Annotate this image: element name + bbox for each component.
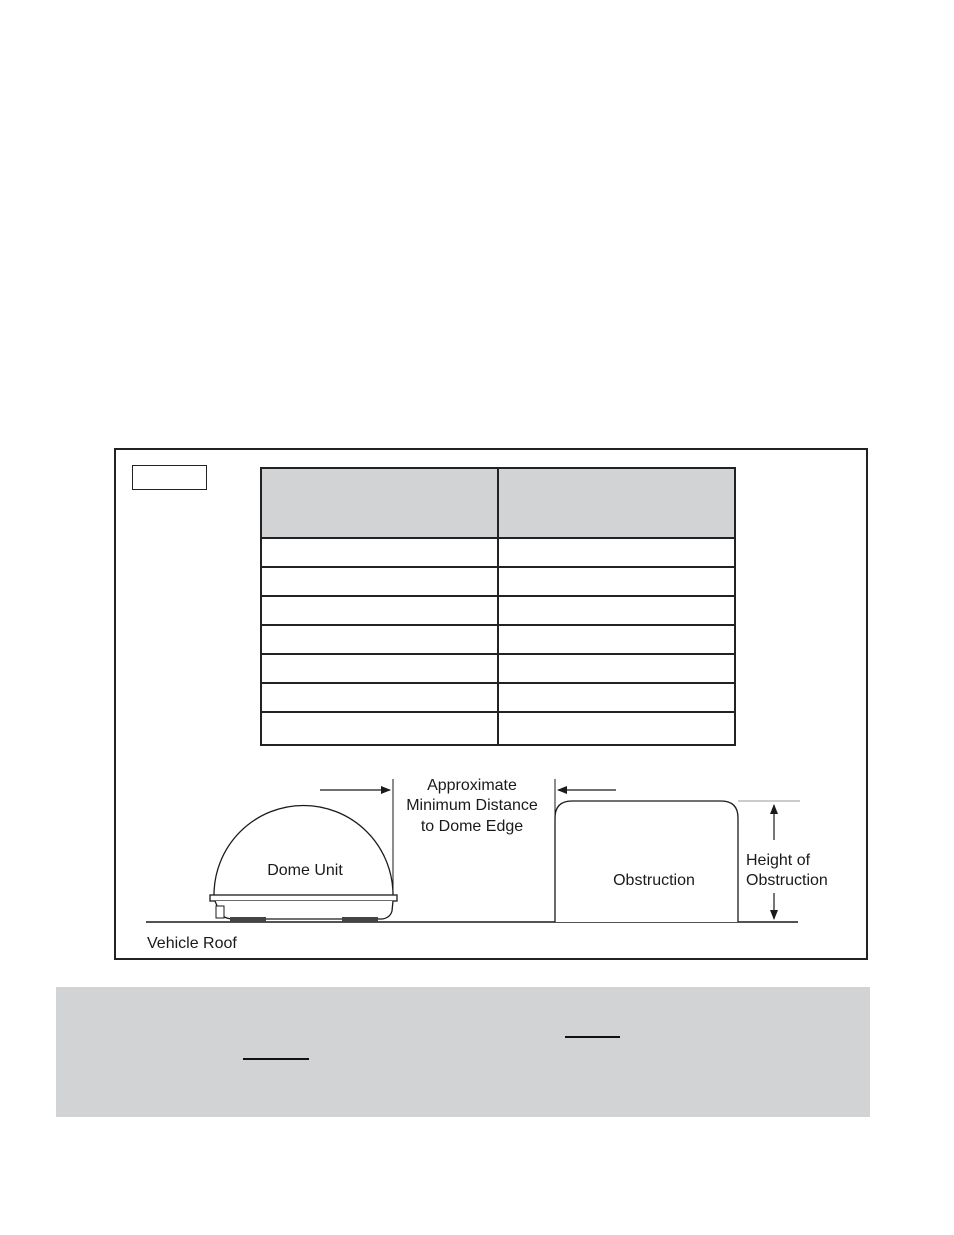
- note-box: [56, 987, 870, 1117]
- note-underline: [565, 1036, 620, 1038]
- dome-rim: [210, 895, 397, 901]
- dome-shell: [214, 806, 393, 896]
- obstruction-graphic: [555, 801, 738, 922]
- dome-bracket: [216, 906, 224, 918]
- dome-base: [215, 901, 393, 919]
- distance-label-line: Minimum Distance: [406, 797, 538, 814]
- distance-label-line: to Dome Edge: [420, 818, 524, 835]
- obstruction-label: Obstruction: [613, 872, 695, 889]
- height-label-line: Obstruction: [746, 872, 828, 889]
- vehicle-roof-label: Vehicle Roof: [147, 935, 237, 952]
- dome-foot: [230, 917, 266, 922]
- note-underline: [243, 1058, 309, 1060]
- dome-unit-label: Dome Unit: [267, 862, 343, 879]
- distance-label-line: Approximate: [427, 777, 517, 794]
- height-label-line: Height of: [746, 852, 811, 869]
- dome-foot: [342, 917, 378, 922]
